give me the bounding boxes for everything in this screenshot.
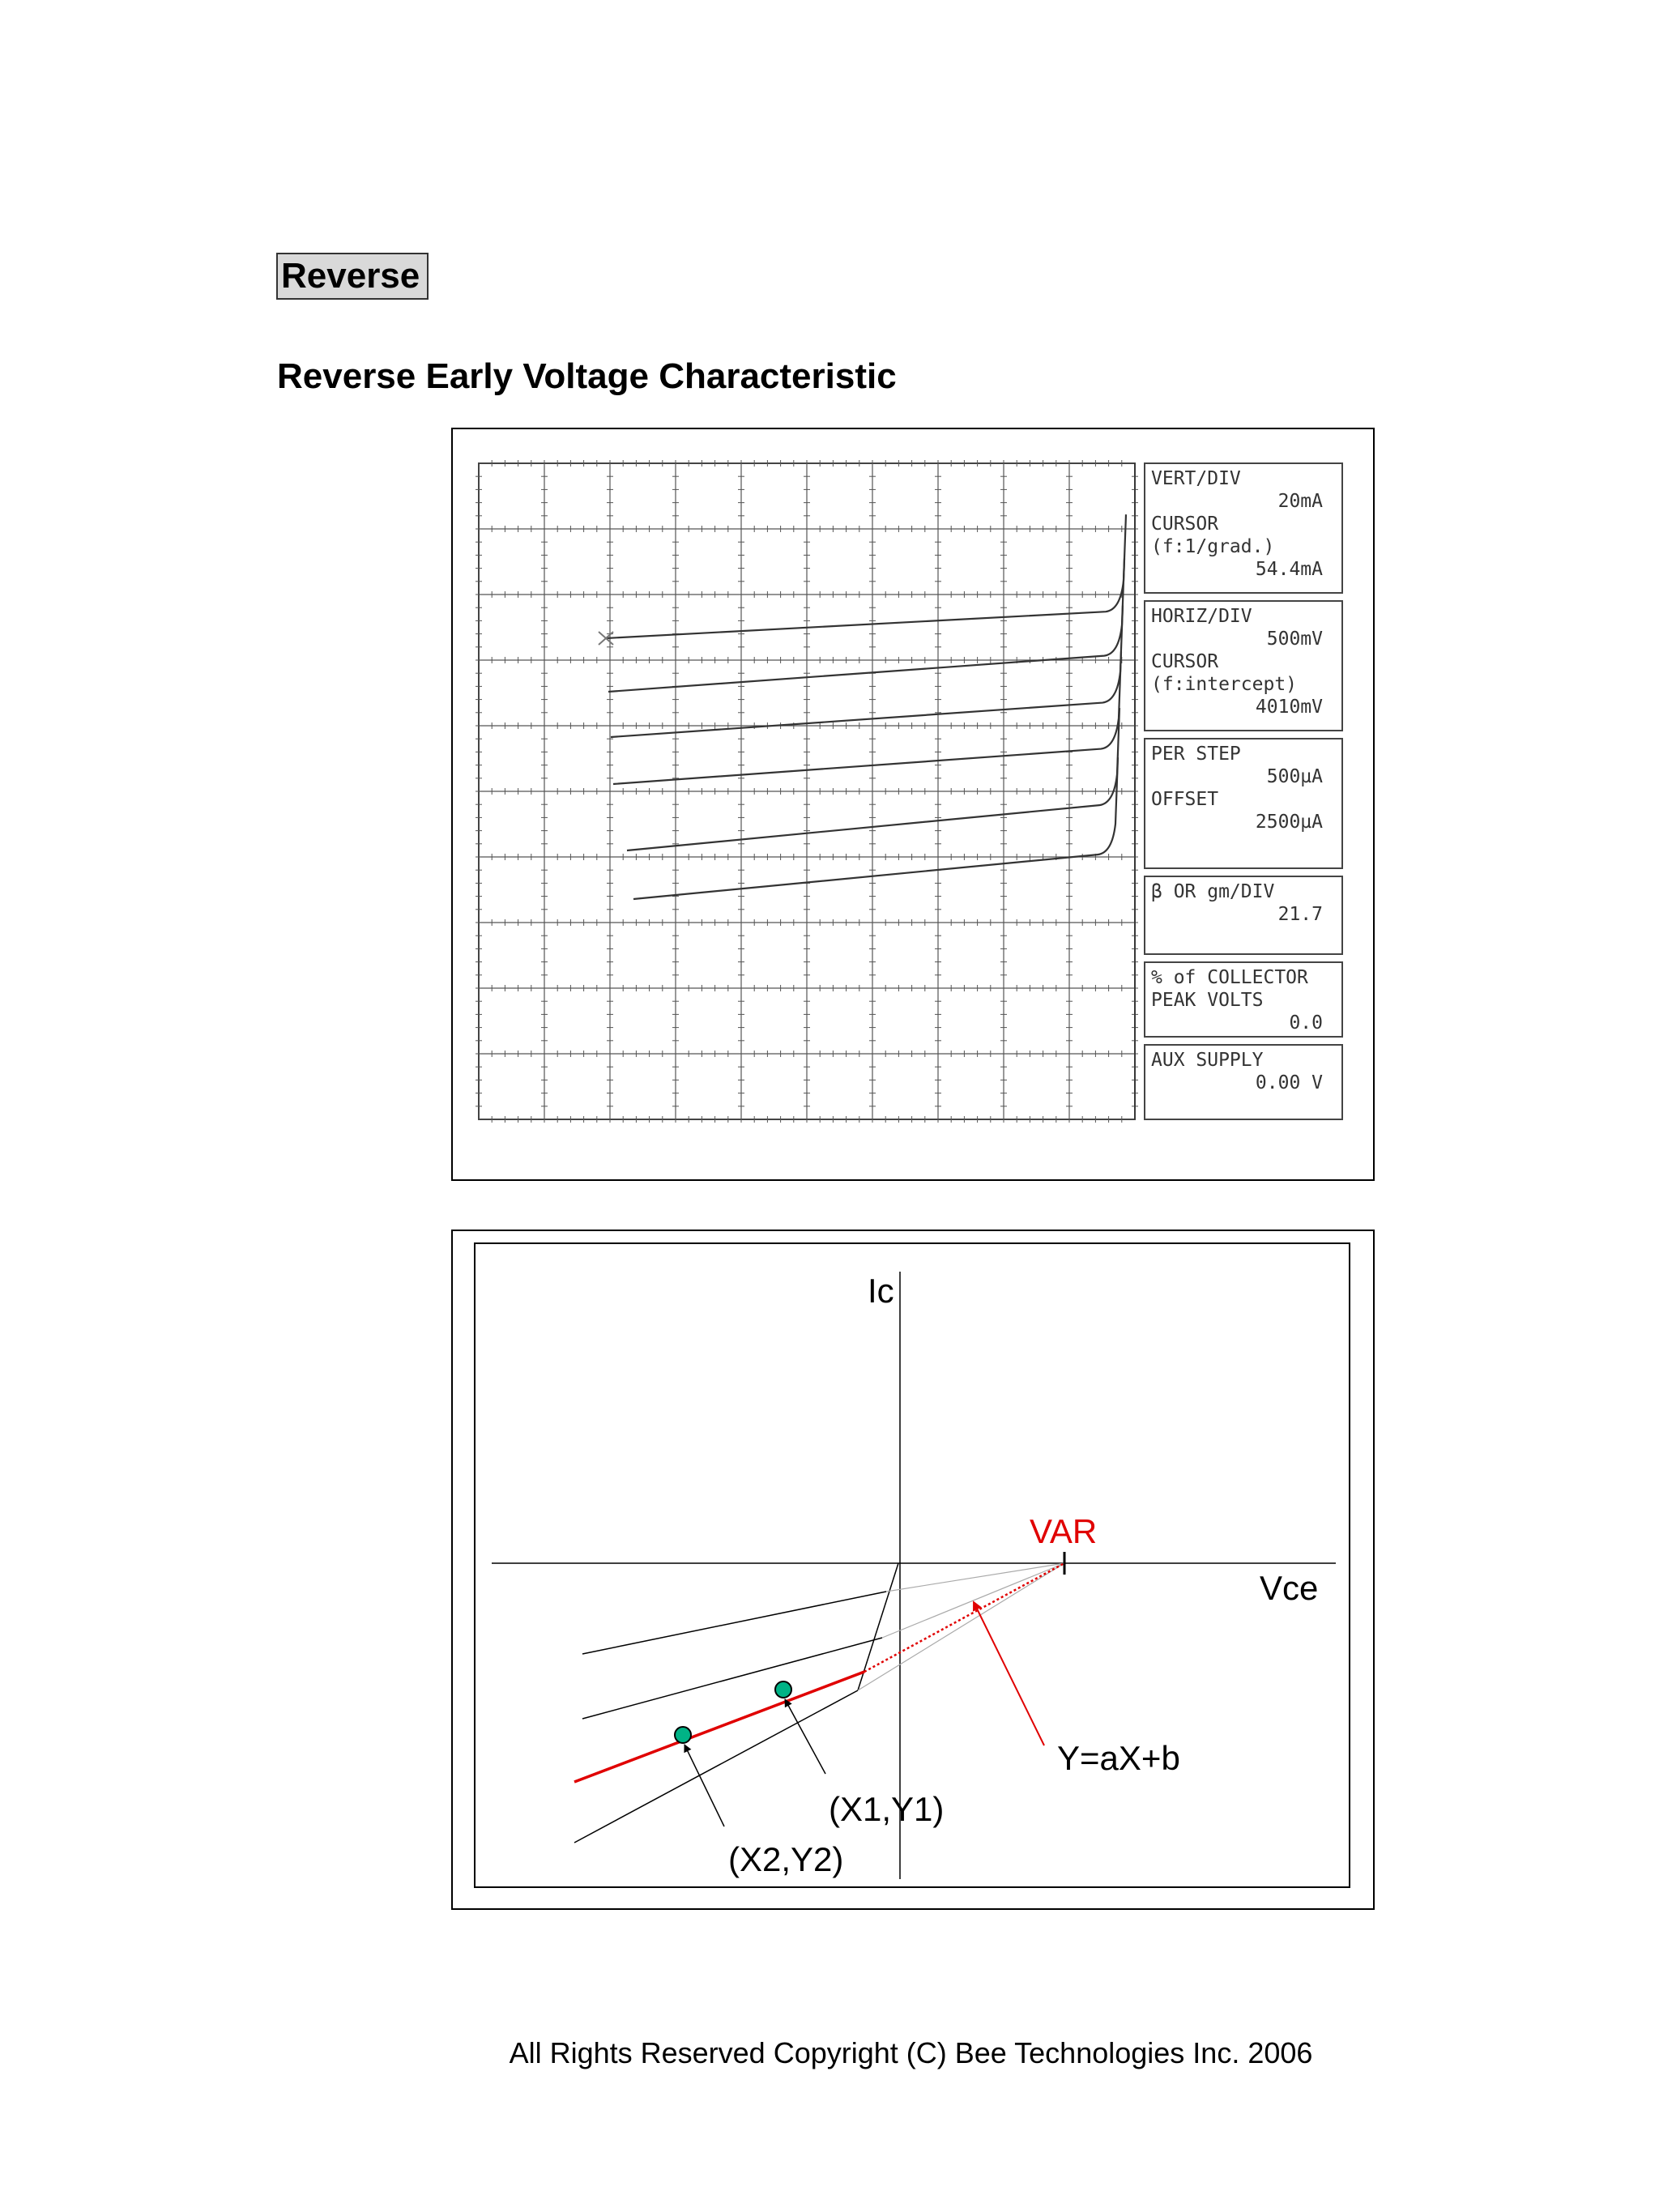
readout-line: 500mV	[1266, 629, 1323, 650]
readout-line: 21.7	[1277, 904, 1323, 925]
readout-line: 0.0	[1289, 1012, 1323, 1034]
extrapolation-line	[858, 1563, 1064, 1690]
readout-line: 500µA	[1266, 766, 1323, 787]
characteristic-curve	[606, 514, 1126, 638]
point-x1y1	[775, 1681, 791, 1698]
characteristic-curve	[627, 708, 1120, 850]
readout-line: 0.00 V	[1255, 1072, 1323, 1093]
readout-line: 2500µA	[1255, 812, 1323, 833]
var-label: VAR	[1030, 1512, 1098, 1550]
point2-leader	[684, 1745, 724, 1826]
readout-line: CURSOR	[1151, 514, 1219, 535]
characteristic-curve	[633, 757, 1118, 899]
readout-line: (f:1/grad.)	[1151, 536, 1275, 557]
point2-label: (X2,Y2)	[728, 1840, 844, 1878]
readout-line: OFFSET	[1151, 789, 1219, 810]
readout-line: VERT/DIV	[1151, 468, 1241, 489]
early-voltage-diagram-figure	[451, 1230, 1375, 1910]
readout-line: PER STEP	[1151, 744, 1241, 765]
page-title: Reverse Early Voltage Characteristic	[277, 356, 897, 396]
extrapolation-line	[882, 1563, 1064, 1638]
readout-line: HORIZ/DIV	[1151, 606, 1252, 627]
curve-tracer-screen	[453, 429, 1373, 1179]
point-x2y2	[675, 1727, 691, 1743]
readout-line: CURSOR	[1151, 651, 1219, 672]
copyright-footer: All Rights Reserved Copyright (C) Bee Technologies Inc. 2006	[509, 2036, 1313, 2069]
ic-axis-label: Ic	[868, 1272, 894, 1310]
vce-axis-label: Vce	[1260, 1569, 1319, 1607]
equation-arrow	[974, 1602, 1044, 1745]
early-voltage-diagram	[453, 1231, 1373, 1908]
readout-line: % of COLLECTOR	[1151, 967, 1308, 988]
curve-line	[582, 1592, 886, 1654]
section-tag: Reverse	[276, 253, 429, 300]
readout-panel	[1145, 463, 1342, 1119]
characteristic-curve	[613, 652, 1121, 784]
readout-line: 20mA	[1277, 491, 1323, 512]
curve-tracer-figure	[451, 428, 1375, 1181]
equation-label: Y=aX+b	[1057, 1739, 1180, 1777]
readout-line: 4010mV	[1255, 697, 1323, 718]
readout-line: 54.4mA	[1255, 559, 1323, 580]
readout-line: PEAK VOLTS	[1151, 990, 1264, 1011]
extrapolation-line	[886, 1563, 1064, 1592]
point1-label: (X1,Y1)	[829, 1790, 945, 1828]
readout-line: (f:intercept)	[1151, 674, 1298, 695]
curve-line	[582, 1638, 882, 1719]
scope-graticule	[476, 460, 1138, 1123]
readout-line: AUX SUPPLY	[1151, 1050, 1264, 1071]
readout-line: β OR gm/DIV	[1151, 881, 1275, 902]
